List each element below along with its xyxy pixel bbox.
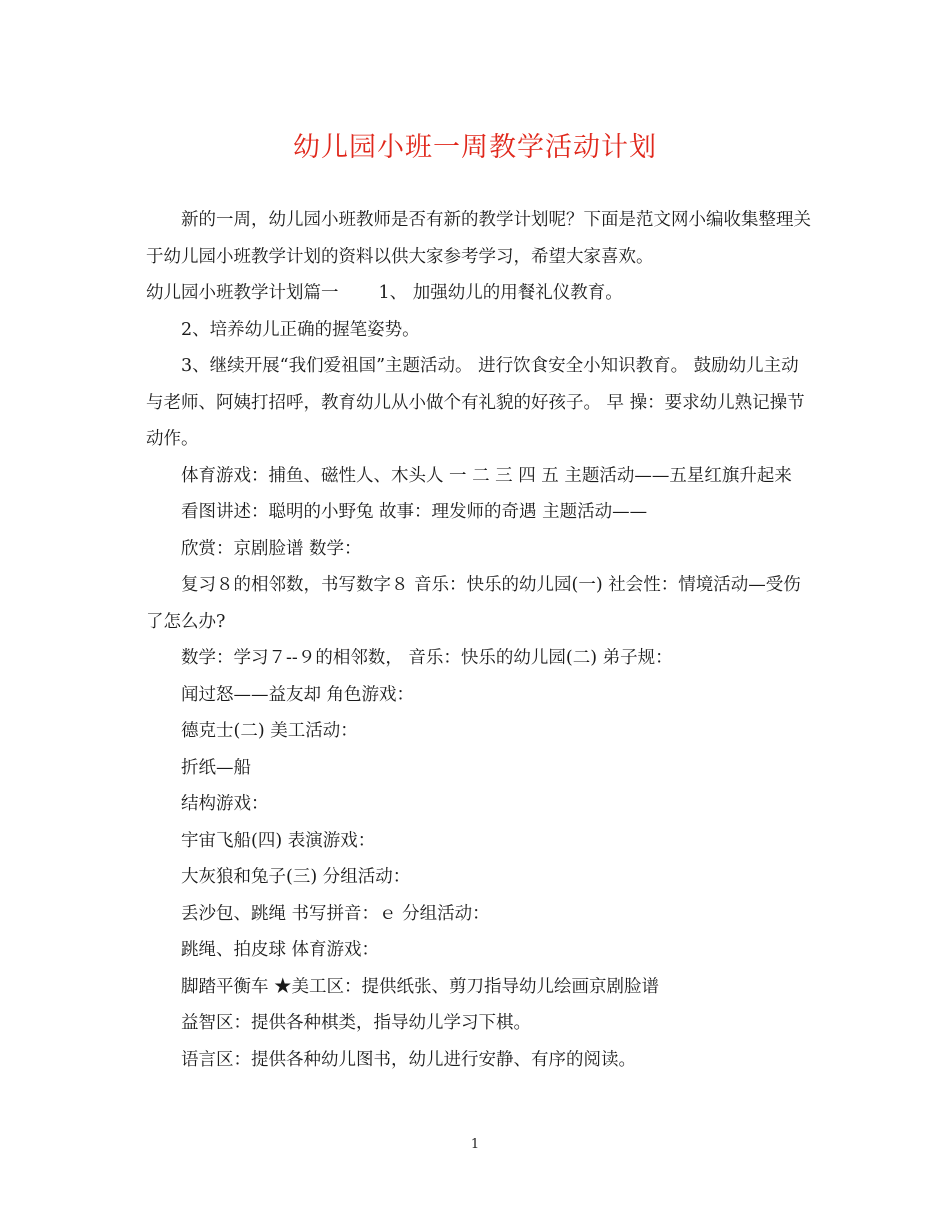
- page-title: 幼儿园小班一周教学活动计划: [293, 132, 657, 163]
- intro-paragraph: 新的一周，幼儿园小班教师是否有新的教学计划呢？下面是范文网小编收集整理关于幼儿园小班教学计划的资料以供大家参考学习，希望大家喜欢。: [146, 210, 811, 267]
- section-heading: 幼儿园小班教学计划篇一: [146, 283, 339, 303]
- document-body: [146, 202, 812, 1078]
- paragraph-yuyan: 语言区：提供各种幼儿图书，幼儿进行安静、有序的阅读。: [181, 1049, 636, 1070]
- paragraph-review-numbers: 复习８的相邻数，书写数字８ 音乐：快乐的幼儿园(一) 社会性：情境活动—受伤了怎么办?: [146, 575, 801, 632]
- item-3: 3、继续开展“我们爱祖国”主题活动。 进行饮食安全小知识教育。 鼓励幼儿主动与老师、阿姨打招呼，教育幼儿从小做个有礼貌的好孩子。 早 操：要求幼儿熟记操节动作。: [146, 356, 805, 449]
- paragraph-zhezhi: 折纸—船: [181, 757, 251, 778]
- paragraph-picture-story: 看图讲述：聪明的小野兔 故事：理发师的奇遇 主题活动——: [181, 502, 648, 522]
- section-line: [146, 275, 812, 312]
- paragraph-tiaosheng: 跳绳、拍皮球 体育游戏：: [181, 940, 380, 960]
- paragraph-wenguo: 闻过怒——益友却 角色游戏：: [181, 684, 415, 705]
- paragraph-dahuilang: 大灰狼和兔子(三) 分组活动：: [181, 867, 411, 887]
- paragraph-sports-games: 体育游戏：捕鱼、磁性人、木头人 一 二 三 四 五 主题活动——五星红旗升起来: [181, 465, 792, 486]
- page-number: 1: [470, 1137, 480, 1152]
- paragraph-diushabao: 丢沙包、跳绳 书写拼音：ｅ 分组活动：: [181, 903, 490, 924]
- item-1: 1、 加强幼儿的用餐礼仪教育。: [378, 283, 623, 303]
- paragraph-math: 数学：学习７--９的相邻数， 音乐：快乐的幼儿园(二) 弟子规：: [181, 648, 673, 668]
- paragraph-dekeshi: 德克士(二) 美工活动：: [181, 721, 358, 741]
- paragraph-jiegou: 结构游戏：: [181, 794, 269, 814]
- paragraph-yuzhou: 宇宙飞船(四) 表演游戏：: [181, 830, 376, 851]
- paragraph-yizhi: 益智区：提供各种棋类，指导幼儿学习下棋。: [181, 1013, 531, 1033]
- paragraph-appreciation: 欣赏：京剧脸谱 数学：: [181, 538, 362, 559]
- item-2: 2、培养幼儿正确的握笔姿势。: [181, 319, 420, 340]
- paragraph-jiaota: 脚踏平衡车 ★美工区：提供纸张、剪刀指导幼儿绘画京剧脸谱: [181, 976, 660, 997]
